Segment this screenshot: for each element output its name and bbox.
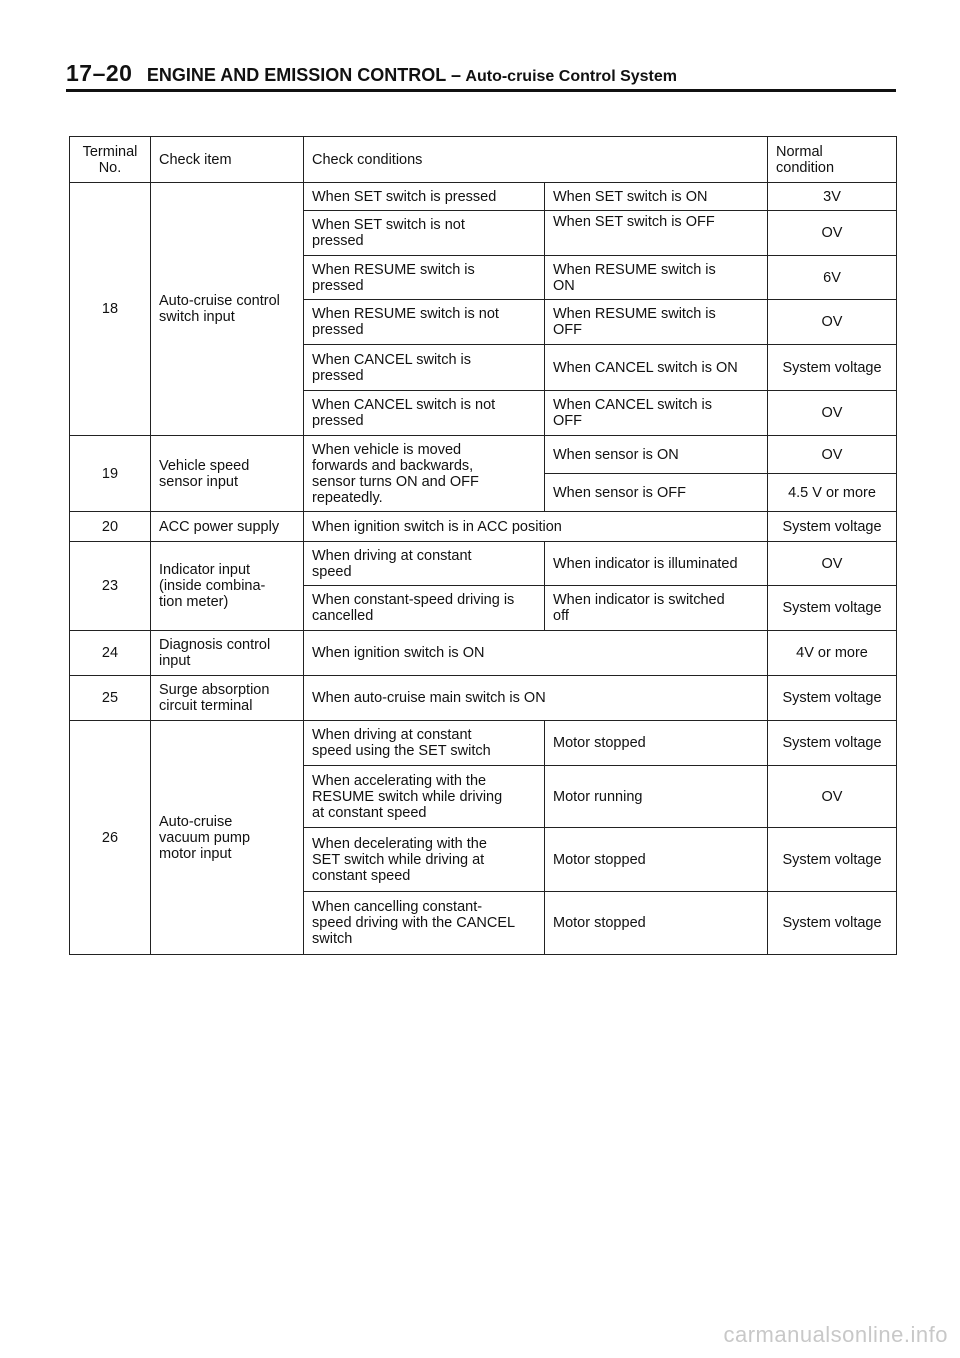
check-item: Auto-cruise vacuum pump motor input (151, 721, 304, 955)
condition-primary: When constant-speed driving is cancelled (304, 586, 545, 631)
condition-primary: When ignition switch is ON (304, 631, 768, 676)
header-normal-condition: Normal condition (768, 137, 897, 183)
normal-value: System voltage (768, 345, 897, 391)
header-check-item: Check item (151, 137, 304, 183)
normal-value: System voltage (768, 828, 897, 892)
page-header (66, 60, 896, 87)
check-item: Indicator input (inside combina- tion meter) (151, 542, 304, 631)
condition-secondary: Motor stopped (545, 892, 768, 955)
terminal-number: 24 (70, 631, 151, 676)
table-row (70, 721, 897, 766)
normal-value: System voltage (768, 676, 897, 721)
normal-value: OV (768, 542, 897, 586)
condition-primary: When decelerating with the SET switch while driving at constant speed (304, 828, 545, 892)
condition-primary: When auto-cruise main switch is ON (304, 676, 768, 721)
check-item: Auto-cruise control switch input (151, 183, 304, 436)
subsection-title: Auto-cruise Control System (465, 68, 678, 85)
condition-primary: When ignition switch is in ACC position (304, 512, 768, 542)
table-row (70, 676, 897, 721)
site-watermark: carmanualsonline.info (723, 1322, 948, 1347)
normal-value: 3V (768, 183, 897, 211)
normal-value: OV (768, 766, 897, 828)
condition-primary: When SET switch is pressed (304, 183, 545, 211)
terminal-number: 25 (70, 676, 151, 721)
terminal-number: 20 (70, 512, 151, 542)
condition-secondary: When SET switch is OFF (545, 211, 768, 256)
normal-value: OV (768, 391, 897, 436)
normal-value: System voltage (768, 892, 897, 955)
condition-primary: When cancelling constant- speed driving with the CANCEL switch (304, 892, 545, 955)
condition-secondary: When CANCEL switch is OFF (545, 391, 768, 436)
page-number: 17–20 (66, 60, 133, 86)
normal-value: OV (768, 300, 897, 345)
condition-primary: When CANCEL switch is not pressed (304, 391, 545, 436)
section-title: ENGINE AND EMISSION CONTROL – (146, 65, 461, 85)
terminal-number: 26 (70, 721, 151, 955)
table-row (70, 436, 897, 474)
table-row (70, 512, 897, 542)
normal-value: 6V (768, 256, 897, 300)
header-rule (66, 89, 896, 92)
check-item: Vehicle speed sensor input (151, 436, 304, 512)
normal-value: System voltage (768, 721, 897, 766)
condition-secondary: When sensor is OFF (545, 474, 768, 512)
terminal-check-table (69, 136, 897, 955)
check-item: Surge absorption circuit terminal (151, 676, 304, 721)
condition-secondary: When indicator is switched off (545, 586, 768, 631)
condition-primary: When driving at constant speed (304, 542, 545, 586)
condition-secondary: Motor stopped (545, 828, 768, 892)
header-check-conditions: Check conditions (304, 137, 768, 183)
condition-primary: When SET switch is not pressed (304, 211, 545, 256)
condition-primary: When driving at constant speed using the SET switch (304, 721, 545, 766)
header-terminal: Terminal No. (70, 137, 151, 183)
condition-secondary: When SET switch is ON (545, 183, 768, 211)
normal-value: OV (768, 211, 897, 256)
check-item: Diagnosis control input (151, 631, 304, 676)
condition-primary: When vehicle is moved forwards and backwards, sensor turns ON and OFF repeatedly. (304, 436, 545, 512)
normal-value: System voltage (768, 512, 897, 542)
condition-secondary: Motor stopped (545, 721, 768, 766)
normal-value: System voltage (768, 586, 897, 631)
condition-primary: When accelerating with the RESUME switch while driving at constant speed (304, 766, 545, 828)
condition-secondary: Motor running (545, 766, 768, 828)
check-item: ACC power supply (151, 512, 304, 542)
condition-secondary: When sensor is ON (545, 436, 768, 474)
condition-primary: When CANCEL switch is pressed (304, 345, 545, 391)
table-row (70, 631, 897, 676)
terminal-number: 19 (70, 436, 151, 512)
normal-value: 4V or more (768, 631, 897, 676)
normal-value: 4.5 V or more (768, 474, 897, 512)
condition-secondary: When RESUME switch is ON (545, 256, 768, 300)
terminal-number: 18 (70, 183, 151, 436)
terminal-number: 23 (70, 542, 151, 631)
condition-secondary: When RESUME switch is OFF (545, 300, 768, 345)
table-header-row (70, 137, 897, 183)
condition-secondary: When CANCEL switch is ON (545, 345, 768, 391)
condition-primary: When RESUME switch is not pressed (304, 300, 545, 345)
normal-value: OV (768, 436, 897, 474)
condition-primary: When RESUME switch is pressed (304, 256, 545, 300)
table-row (70, 183, 897, 211)
condition-secondary: When indicator is illuminated (545, 542, 768, 586)
table-row (70, 542, 897, 586)
